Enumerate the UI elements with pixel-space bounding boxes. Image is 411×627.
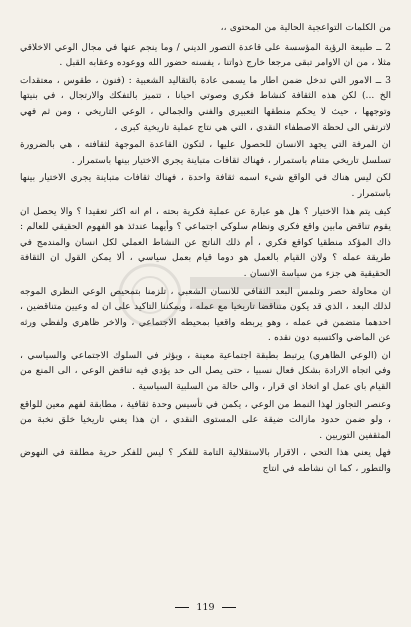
paragraph-3: 3 ــ الامور التي تدخل ضمن اطار ما يسمى عادة بالتقاليد الشعبية : (فنون ، طقوس ، معتقدات الخ ...) لكن هذه الثقافة كنشاط فكري وصوتي احيانا ، تتميز بالتفكك والارتجال ، في بنيتها وتوجهها ، حيث لا يحكم منطقها التعبيري والفني والجمالي ، الوعي التاريخي ، ومن ثم فهي لاترتقي الى لحظة الاصطفاء النقدي ، التي هي نتاج عملية تاريخية كبرى ، bbox=[20, 74, 391, 133]
paragraph-4: ان المرفة التي يجهد الانسان للحصول عليها ، لتكون القاعدة الموجهة لثقافته ، هي بالضرورة تسلسل تاريخي متنام باستمرار ، فهناك ثقافات متباينة يجري الاختيار بينها باستمرار . bbox=[20, 139, 391, 166]
paragraph-7: ان محاولة حصر وتلمس البعد الثقافي للانسان الشعبي ، تلزمنا بتمحيص الوعي النظري الموجه لذلك البعد ، الذي قد يكون متناقضا تاريخيا مع عمله ، ويمكننا التاكيد على ان له وعيين متناقضين ، احدهما متضمن في عمله ، وهو يربطه واقعيا بمحيطه الاجتماعي ، والاخر ظاهري ولفظي ورثه عن الماضي واكتسبه دون نقده . bbox=[20, 285, 391, 344]
paragraph-1: من الكلمات التواعجية الحالية من المحتوى ،، bbox=[220, 22, 391, 33]
paragraph-10: فهل يعني هذا التحي ، الاقرار بالاستقلالية التامة للفكر ؟ ليس للفكر حرية مطلقة في النهوض والتطور ، كما ان نشاطه في انتاج bbox=[20, 447, 391, 475]
page-footer bbox=[0, 602, 411, 613]
page-number: 119 bbox=[196, 602, 215, 613]
paragraph-5: لكن ليس هناك في الواقع شيء اسمه ثقافة واحدة ، فهناك ثقافات متباينة يجري الاختيار بينها باستمرار . bbox=[20, 172, 391, 199]
paragraph-2: 2 ــ طبيعة الرؤية المؤسسة على قاعدة التصور الديني / وما ينجم عنها في مجال الوعي الاخلاقي مثلا ، من ان الاوامر تبقى مرجعا خارج ذواتنا ، يفسنه حضور الله ووعوده وعقابه القبل . bbox=[20, 41, 391, 69]
paragraph-9: وعنصر التجاوز لهذا النمط من الوعي ، يكمن في تأسيس وحدة ثقافية ، مطابقة لفهم معين للواقع ، ولو ضمن حدود مازالت ضيقة على المستوى النقدي ، ان هذا يعني تاريخيا خلق نخبة من المثقفين التوريين . bbox=[20, 398, 391, 441]
paragraph-6: كيف يتم هذا الاختيار ؟ هل هو عبارة عن عملية فكرية بحته ، ام انه اكثر تعقيدا ؟ والا يحصل ان يقوم تناقض مابين واقع فكري ونظام سلوكي اجتماعي ؟ وأيهما عندئذ هو الفهوم الحقيقي للعالم : ذاك المؤكد منطقيا كواقع فكري ، أم ذلك الناتج عن النشاط العملي لكل انسان والمندمج في طريقة عمله ؟ ولان القيام بالعمل هو دوما قيام بعمل سياسي ، ألا يمكن القول ان الثقافة الحقيقية هي جزء من سياسة الانسان . bbox=[20, 205, 391, 279]
footer-dash-left bbox=[175, 607, 189, 608]
footer-dash-right bbox=[222, 607, 236, 608]
paragraph-8: ان (الوعي الظاهري) يرتبط بطبقة اجتماعية معينة ، ويؤثر في السلوك الاجتماعي والسياسي ، وفي اتجاه الارادة بشكل فعال نسبيا ، حتى يصل الى حد يؤدي فيه تناقض الوعي ، الى المنع من القيام باي عمل او اتخاذ اي قرار ، والى حالة من السلبية السياسية . bbox=[20, 349, 391, 393]
